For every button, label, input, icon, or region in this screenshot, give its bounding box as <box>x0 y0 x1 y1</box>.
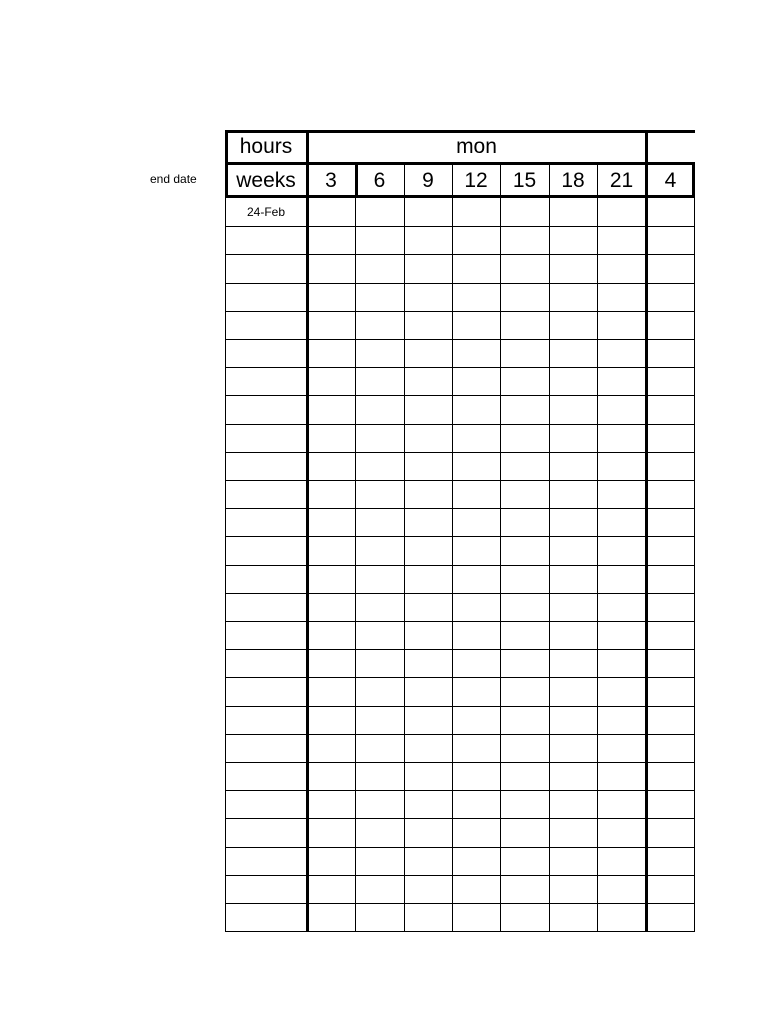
left-border-line <box>225 198 226 931</box>
hours-entry-cell[interactable] <box>404 875 452 903</box>
row-line <box>225 424 695 425</box>
hours-entry-cell[interactable] <box>404 424 452 452</box>
hours-entry-cell[interactable] <box>549 536 597 564</box>
hours-entry-cell[interactable] <box>307 903 355 931</box>
end-date-cell[interactable] <box>225 847 307 875</box>
hours-entry-cell[interactable] <box>597 875 646 903</box>
hours-separator <box>306 130 309 931</box>
hours-entry-cell[interactable] <box>355 677 404 705</box>
row-line <box>225 621 695 622</box>
row-line <box>225 931 695 932</box>
hours-entry-cell[interactable] <box>597 818 646 846</box>
hours-entry-cell[interactable] <box>452 677 500 705</box>
hours-entry-cell[interactable] <box>355 875 404 903</box>
hours-entry-cell[interactable] <box>597 254 646 282</box>
hours-header: hours <box>225 130 307 163</box>
hours-entry-cell[interactable] <box>646 198 695 226</box>
hours-entry-cell[interactable] <box>646 283 695 311</box>
row-line <box>225 480 695 481</box>
hours-entry-cell[interactable] <box>452 565 500 593</box>
hours-entry-cell[interactable] <box>355 508 404 536</box>
schedule-grid <box>225 130 695 930</box>
hours-entry-cell[interactable] <box>452 762 500 790</box>
hours-entry-cell[interactable] <box>307 621 355 649</box>
hours-entry-cell[interactable] <box>500 198 549 226</box>
hours-entry-cell[interactable] <box>355 593 404 621</box>
hours-entry-cell[interactable] <box>307 536 355 564</box>
hours-entry-cell[interactable] <box>597 847 646 875</box>
row-line <box>225 508 695 509</box>
hours-entry-cell[interactable] <box>549 903 597 931</box>
hours-entry-cell[interactable] <box>404 762 452 790</box>
hours-entry-cell[interactable] <box>452 790 500 818</box>
hours-entry-cell[interactable] <box>452 198 500 226</box>
hours-entry-cell[interactable] <box>597 706 646 734</box>
hours-entry-cell[interactable] <box>549 593 597 621</box>
hours-entry-cell[interactable] <box>404 649 452 677</box>
hours-entry-cell[interactable] <box>597 508 646 536</box>
hours-entry-cell[interactable] <box>500 847 549 875</box>
hours-entry-cell[interactable] <box>597 367 646 395</box>
hours-entry-cell[interactable] <box>404 367 452 395</box>
hours-entry-cell[interactable] <box>307 508 355 536</box>
end-date-cell[interactable] <box>225 283 307 311</box>
hours-entry-cell[interactable] <box>452 226 500 254</box>
hours-entry-cell[interactable] <box>307 395 355 423</box>
hours-entry-cell[interactable] <box>355 254 404 282</box>
hours-entry-cell[interactable] <box>452 452 500 480</box>
end-date-cell[interactable] <box>225 480 307 508</box>
hours-entry-cell[interactable] <box>549 283 597 311</box>
hours-entry-cell[interactable] <box>355 565 404 593</box>
hours-entry-cell[interactable] <box>597 480 646 508</box>
hours-entry-cell[interactable] <box>307 254 355 282</box>
hours-entry-cell[interactable] <box>307 424 355 452</box>
row-line <box>225 875 695 876</box>
hours-entry-cell[interactable] <box>307 226 355 254</box>
hours-entry-cell[interactable] <box>646 254 695 282</box>
row-line <box>225 452 695 453</box>
hours-entry-cell[interactable] <box>549 395 597 423</box>
column-line <box>355 163 356 931</box>
hours-entry-cell[interactable] <box>646 452 695 480</box>
hours-entry-cell[interactable] <box>452 903 500 931</box>
end-date-cell[interactable] <box>225 903 307 931</box>
hours-entry-cell[interactable] <box>549 424 597 452</box>
row-line <box>225 311 695 312</box>
end-date-cell[interactable] <box>225 649 307 677</box>
header-bottom-border <box>225 195 695 198</box>
header-right-border <box>692 163 695 198</box>
hours-entry-cell[interactable] <box>307 283 355 311</box>
hours-entry-cell[interactable] <box>404 818 452 846</box>
hours-entry-cell[interactable] <box>404 536 452 564</box>
hours-entry-cell[interactable] <box>452 480 500 508</box>
hours-entry-cell[interactable] <box>452 734 500 762</box>
hours-entry-cell[interactable] <box>597 621 646 649</box>
hours-entry-cell[interactable] <box>355 339 404 367</box>
end-date-cell[interactable] <box>225 621 307 649</box>
hours-entry-cell[interactable] <box>597 283 646 311</box>
hours-entry-cell[interactable] <box>500 226 549 254</box>
end-date-cell[interactable]: 24-Feb <box>246 205 286 220</box>
hours-entry-cell[interactable] <box>646 395 695 423</box>
week-number-header: 6 <box>355 163 404 198</box>
hours-entry-cell[interactable] <box>597 424 646 452</box>
hours-entry-cell[interactable] <box>646 565 695 593</box>
hours-entry-cell[interactable] <box>597 593 646 621</box>
hours-entry-cell[interactable] <box>500 424 549 452</box>
hours-entry-cell[interactable] <box>355 762 404 790</box>
hours-entry-cell[interactable] <box>404 452 452 480</box>
row-line <box>225 565 695 566</box>
end-date-cell[interactable] <box>225 395 307 423</box>
hours-entry-cell[interactable] <box>549 480 597 508</box>
hours-entry-cell[interactable] <box>452 283 500 311</box>
hours-entry-cell[interactable] <box>307 790 355 818</box>
hours-entry-cell[interactable] <box>404 565 452 593</box>
week-number-header: 3 <box>307 163 355 198</box>
row-line <box>225 593 695 594</box>
hours-entry-cell[interactable] <box>355 734 404 762</box>
hours-entry-cell[interactable] <box>549 847 597 875</box>
hours-entry-cell[interactable] <box>404 395 452 423</box>
hours-entry-cell[interactable] <box>500 734 549 762</box>
end-date-label: end date <box>150 172 197 186</box>
hours-entry-cell[interactable] <box>307 734 355 762</box>
row-line <box>225 762 695 763</box>
row-line <box>225 818 695 819</box>
hours-entry-cell[interactable] <box>597 311 646 339</box>
hours-entry-cell[interactable] <box>404 706 452 734</box>
row-line <box>225 283 695 284</box>
hours-entry-cell[interactable] <box>597 677 646 705</box>
column-line <box>597 163 598 931</box>
hours-entry-cell[interactable] <box>307 875 355 903</box>
hours-entry-cell[interactable] <box>404 621 452 649</box>
end-date-cell[interactable] <box>225 875 307 903</box>
hours-entry-cell[interactable] <box>307 762 355 790</box>
row-line <box>225 649 695 650</box>
hours-entry-cell[interactable] <box>452 536 500 564</box>
hours-entry-cell[interactable] <box>500 508 549 536</box>
hours-entry-cell[interactable] <box>549 254 597 282</box>
day-separator <box>645 130 648 931</box>
hours-entry-cell[interactable] <box>404 593 452 621</box>
hours-entry-cell[interactable] <box>500 621 549 649</box>
hours-entry-cell[interactable] <box>307 847 355 875</box>
hours-entry-cell[interactable] <box>646 706 695 734</box>
header-middle-border <box>225 162 695 165</box>
row-line <box>225 536 695 537</box>
hours-entry-cell[interactable] <box>355 367 404 395</box>
hours-entry-cell[interactable] <box>597 649 646 677</box>
hours-entry-cell[interactable] <box>549 706 597 734</box>
hours-entry-cell[interactable] <box>404 677 452 705</box>
end-date-cell[interactable] <box>225 593 307 621</box>
hours-entry-cell[interactable] <box>404 734 452 762</box>
hours-entry-cell[interactable] <box>355 283 404 311</box>
hours-entry-cell[interactable] <box>646 621 695 649</box>
end-date-cell[interactable] <box>225 734 307 762</box>
hours-entry-cell[interactable] <box>404 254 452 282</box>
next-week-number-header: 4 <box>646 163 695 198</box>
hours-entry-cell[interactable] <box>307 339 355 367</box>
end-date-cell[interactable] <box>225 424 307 452</box>
hours-entry-cell[interactable] <box>355 198 404 226</box>
hours-entry-cell[interactable] <box>404 283 452 311</box>
row-line <box>225 339 695 340</box>
end-date-cell[interactable] <box>225 706 307 734</box>
hours-entry-cell[interactable] <box>500 395 549 423</box>
header-left-border <box>225 130 228 198</box>
hours-entry-cell[interactable] <box>597 565 646 593</box>
hours-entry-cell[interactable] <box>549 311 597 339</box>
hours-entry-cell[interactable] <box>549 649 597 677</box>
hours-entry-cell[interactable] <box>549 875 597 903</box>
hours-entry-cell[interactable] <box>404 480 452 508</box>
hours-entry-cell[interactable] <box>307 198 355 226</box>
hours-entry-cell[interactable] <box>646 424 695 452</box>
end-date-cell[interactable] <box>225 311 307 339</box>
end-date-cell[interactable] <box>225 762 307 790</box>
hours-entry-cell[interactable] <box>452 254 500 282</box>
hours-entry-cell[interactable] <box>500 452 549 480</box>
row-line <box>225 677 695 678</box>
column-line <box>452 163 453 931</box>
hours-entry-cell[interactable] <box>549 621 597 649</box>
hours-entry-cell[interactable] <box>307 818 355 846</box>
hours-entry-cell[interactable] <box>500 480 549 508</box>
hours-entry-cell[interactable] <box>500 762 549 790</box>
hours-entry-cell[interactable] <box>549 226 597 254</box>
hours-entry-cell[interactable] <box>307 649 355 677</box>
end-date-cell[interactable] <box>225 254 307 282</box>
row-line <box>225 226 695 227</box>
hours-entry-cell[interactable] <box>355 311 404 339</box>
hours-entry-cell[interactable] <box>549 452 597 480</box>
hours-entry-cell[interactable] <box>355 790 404 818</box>
hours-entry-cell[interactable] <box>549 367 597 395</box>
hours-entry-cell[interactable] <box>404 847 452 875</box>
week-separator <box>355 163 358 198</box>
row-line <box>225 734 695 735</box>
hours-entry-cell[interactable] <box>500 706 549 734</box>
row-line <box>225 395 695 396</box>
hours-entry-cell[interactable] <box>355 818 404 846</box>
hours-entry-cell[interactable] <box>404 226 452 254</box>
hours-entry-cell[interactable] <box>597 734 646 762</box>
hours-entry-cell[interactable] <box>646 536 695 564</box>
hours-entry-cell[interactable] <box>500 565 549 593</box>
row-line <box>225 903 695 904</box>
hours-entry-cell[interactable] <box>452 706 500 734</box>
hours-entry-cell[interactable] <box>404 790 452 818</box>
hours-entry-cell[interactable] <box>355 903 404 931</box>
hours-entry-cell[interactable] <box>452 395 500 423</box>
hours-entry-cell[interactable] <box>549 198 597 226</box>
hours-entry-cell[interactable] <box>597 395 646 423</box>
hours-entry-cell[interactable] <box>452 649 500 677</box>
hours-entry-cell[interactable] <box>646 367 695 395</box>
hours-entry-cell[interactable] <box>452 508 500 536</box>
hours-entry-cell[interactable] <box>452 818 500 846</box>
hours-entry-cell[interactable] <box>549 762 597 790</box>
end-date-cell[interactable] <box>225 226 307 254</box>
end-date-cell[interactable] <box>225 565 307 593</box>
hours-entry-cell[interactable] <box>404 198 452 226</box>
hours-entry-cell[interactable] <box>646 311 695 339</box>
hours-entry-cell[interactable] <box>355 480 404 508</box>
hours-entry-cell[interactable] <box>307 480 355 508</box>
hours-entry-cell[interactable] <box>500 903 549 931</box>
hours-entry-cell[interactable] <box>355 621 404 649</box>
hours-entry-cell[interactable] <box>355 536 404 564</box>
day-header-mon: mon <box>307 130 646 163</box>
hours-entry-cell[interactable] <box>597 339 646 367</box>
hours-entry-cell[interactable] <box>500 283 549 311</box>
hours-entry-cell[interactable] <box>404 339 452 367</box>
hours-entry-cell[interactable] <box>646 649 695 677</box>
hours-entry-cell[interactable] <box>646 508 695 536</box>
week-number-header: 15 <box>500 163 549 198</box>
end-date-cell[interactable] <box>225 339 307 367</box>
hours-entry-cell[interactable] <box>549 734 597 762</box>
end-date-cell[interactable] <box>225 508 307 536</box>
week-number-header: 12 <box>452 163 500 198</box>
hours-entry-cell[interactable] <box>646 762 695 790</box>
end-date-cell[interactable] <box>225 536 307 564</box>
hours-entry-cell[interactable] <box>646 903 695 931</box>
hours-entry-cell[interactable] <box>404 508 452 536</box>
hours-entry-cell[interactable] <box>404 311 452 339</box>
hours-entry-cell[interactable] <box>452 621 500 649</box>
week-number-header: 21 <box>597 163 646 198</box>
hours-entry-cell[interactable] <box>307 706 355 734</box>
hours-entry-cell[interactable] <box>452 424 500 452</box>
hours-entry-cell[interactable] <box>355 424 404 452</box>
hours-entry-cell[interactable] <box>307 677 355 705</box>
hours-entry-cell[interactable] <box>549 790 597 818</box>
hours-entry-cell[interactable] <box>646 875 695 903</box>
end-date-cell[interactable] <box>225 818 307 846</box>
row-line <box>225 706 695 707</box>
hours-entry-cell[interactable] <box>307 565 355 593</box>
end-date-cell[interactable] <box>225 677 307 705</box>
hours-entry-cell[interactable] <box>597 536 646 564</box>
hours-entry-cell[interactable] <box>355 649 404 677</box>
hours-entry-cell[interactable] <box>355 706 404 734</box>
week-number-header: 18 <box>549 163 597 198</box>
row-line <box>225 367 695 368</box>
hours-entry-cell[interactable] <box>597 903 646 931</box>
hours-entry-cell[interactable] <box>307 367 355 395</box>
hours-entry-cell[interactable] <box>646 677 695 705</box>
column-line <box>500 163 501 931</box>
hours-entry-cell[interactable] <box>452 367 500 395</box>
hours-entry-cell[interactable] <box>597 790 646 818</box>
hours-entry-cell[interactable] <box>646 790 695 818</box>
hours-entry-cell[interactable] <box>597 198 646 226</box>
hours-entry-cell[interactable] <box>452 339 500 367</box>
hours-entry-cell[interactable] <box>307 311 355 339</box>
column-line <box>549 163 550 931</box>
hours-entry-cell[interactable] <box>355 395 404 423</box>
row-line <box>225 254 695 255</box>
hours-entry-cell[interactable] <box>500 649 549 677</box>
hours-entry-cell[interactable] <box>549 339 597 367</box>
hours-entry-cell[interactable] <box>597 762 646 790</box>
hours-entry-cell[interactable] <box>646 339 695 367</box>
hours-entry-cell[interactable] <box>646 480 695 508</box>
hours-entry-cell[interactable] <box>355 847 404 875</box>
hours-entry-cell[interactable] <box>549 677 597 705</box>
header-top-border <box>225 130 695 133</box>
hours-entry-cell[interactable] <box>646 226 695 254</box>
hours-entry-cell[interactable] <box>452 847 500 875</box>
hours-entry-cell[interactable] <box>500 311 549 339</box>
hours-entry-cell[interactable] <box>646 847 695 875</box>
hours-entry-cell[interactable] <box>500 339 549 367</box>
hours-entry-cell[interactable] <box>646 593 695 621</box>
end-date-cell[interactable] <box>225 367 307 395</box>
hours-entry-cell[interactable] <box>307 452 355 480</box>
hours-entry-cell[interactable] <box>404 903 452 931</box>
hours-entry-cell[interactable] <box>500 677 549 705</box>
weeks-header: weeks <box>225 163 307 198</box>
hours-entry-cell[interactable] <box>549 565 597 593</box>
row-line <box>225 847 695 848</box>
hours-entry-cell[interactable] <box>355 226 404 254</box>
hours-entry-cell[interactable] <box>500 254 549 282</box>
hours-entry-cell[interactable] <box>646 734 695 762</box>
right-border-line <box>694 198 695 931</box>
hours-entry-cell[interactable] <box>597 452 646 480</box>
hours-entry-cell[interactable] <box>500 367 549 395</box>
hours-entry-cell[interactable] <box>500 790 549 818</box>
hours-entry-cell[interactable] <box>597 226 646 254</box>
hours-entry-cell[interactable] <box>500 875 549 903</box>
week-number-header: 9 <box>404 163 452 198</box>
hours-entry-cell[interactable] <box>549 508 597 536</box>
hours-entry-cell[interactable] <box>307 593 355 621</box>
hours-entry-cell[interactable] <box>500 593 549 621</box>
hours-entry-cell[interactable] <box>500 818 549 846</box>
hours-entry-cell[interactable] <box>452 593 500 621</box>
hours-entry-cell[interactable] <box>549 818 597 846</box>
column-line <box>404 163 405 931</box>
hours-entry-cell[interactable] <box>452 311 500 339</box>
end-date-cell[interactable] <box>225 790 307 818</box>
hours-entry-cell[interactable] <box>355 452 404 480</box>
end-date-cell[interactable] <box>225 452 307 480</box>
row-line <box>225 790 695 791</box>
hours-entry-cell[interactable] <box>500 536 549 564</box>
hours-entry-cell[interactable] <box>452 875 500 903</box>
hours-entry-cell[interactable] <box>646 818 695 846</box>
